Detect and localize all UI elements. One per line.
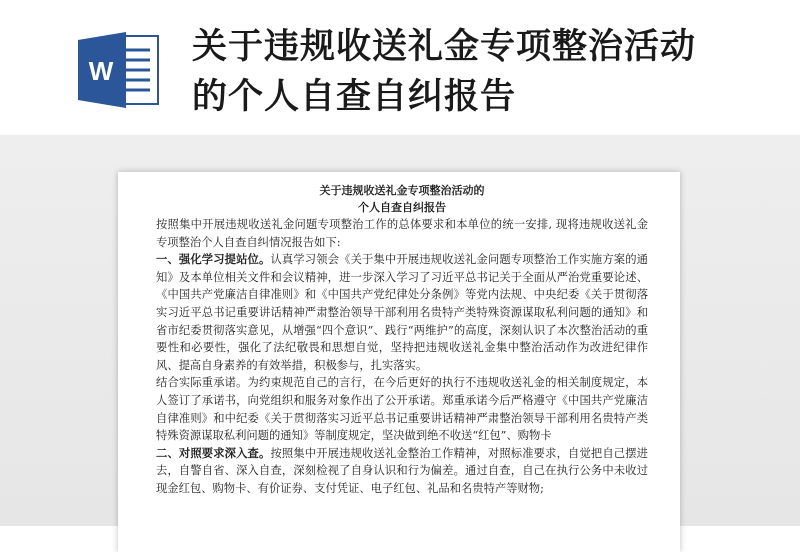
- section-2-paragraph: [156, 445, 648, 498]
- document-title: [192, 22, 782, 122]
- intro-paragraph: 按照集中开展违规收送礼金问题专项整治工作的总体要求和本单位的统一安排, 现将违规收送礼金专项整治个人自查自纠情况报告如下:: [156, 218, 648, 249]
- section-1-heading: 一、强化学习提站位。: [156, 252, 271, 267]
- page-content: [156, 182, 648, 498]
- document-page: [118, 172, 680, 552]
- doc-heading-line-1: 关于违规收送礼金专项整治活动的: [319, 184, 485, 197]
- header: [0, 0, 800, 135]
- word-doc-icon: [74, 30, 164, 110]
- title-line-1: 关于违规收送礼金专项整治活动: [192, 27, 697, 67]
- title-line-2: 的个人自查自纠报告: [192, 77, 517, 117]
- section-1-text: 认真学习领会《关于集中开展违规收送礼金问题专项整治工作实施方案的通知》及本单位相关文件和会议精神，进一步深入学习了习近平总书记关于全面从严治党重要论述、《中国共产党廉洁自律准则》和《中国共产党纪律处分条例》等党内法规、中央纪委《关于贯彻落实习近平总书记重要讲话精神严肃整治领导干部利用名贵特产类特殊资源谋取私利问题的通知》和省市纪委贯彻落实意见，从增强“四个意识”、践行“两维护”的高度，深刻认识了本次整治活动的重要性和必要性，强化了法纪敬畏和思想自觉，坚持把违规收送礼金集中整治活动作为改进纪律作风、提高自身素养的有效举措，积极参与，扎实落实。: [156, 253, 648, 372]
- word-letter: W: [88, 56, 114, 86]
- section-1-commitment: 结合实际重承诺。为约束规范自己的言行，在今后更好的执行不违规收送礼金的相关制度规定，本人签订了承诺书，向党组织和服务对象作出了公开承诺。郑重承诺今后严格遵守《中国共产党廉洁自律准则》和中纪委《关于贯彻落实习近平总书记重要讲话精神严肃整治领导干部利用名贵特产类特殊资源谋取私利问题的通知》等制度规定，坚决做到绝不收送“红包”、购物卡: [156, 376, 648, 443]
- section-2-heading: 二、对照要求深入查。: [156, 445, 271, 460]
- doc-heading-line-2: 个人自查自纠报告: [358, 201, 446, 214]
- section-2-text: 按照集中开展违规收送礼金整治工作精神，对照标准要求，自觉把自己摆进去，自警自省、深入自查，深刻检视了自身认识和行为偏差。通过自查，自己在执行公务中未收过现金红包、购物卡、有价证券、支付凭证、电子红包、礼品和名贵特产等财物;: [156, 446, 648, 495]
- section-1-paragraph: [156, 251, 648, 374]
